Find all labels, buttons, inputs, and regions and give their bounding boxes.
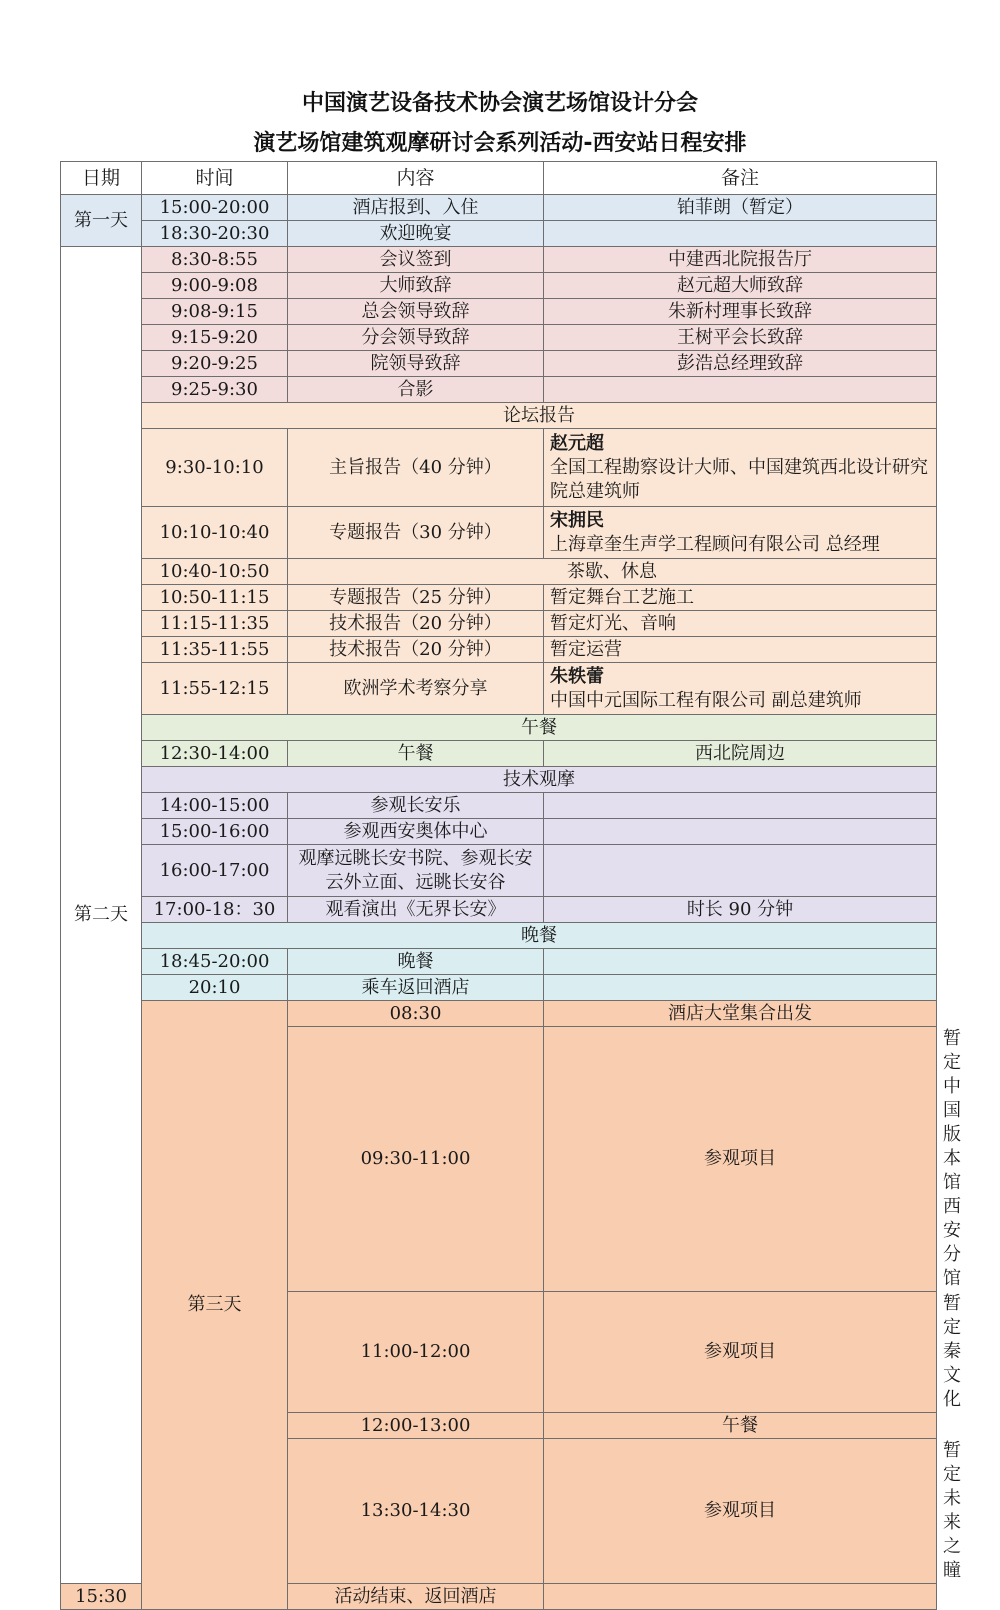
content-cell: 晚餐 [288,949,544,975]
note-cell: 铂菲朗（暂定） [544,195,937,221]
section-heading: 技术观摩 [142,767,937,793]
table-row [61,663,937,715]
time-cell: 18:30-20:30 [142,221,288,247]
time-cell: 9:15-9:20 [142,325,288,351]
page-subtitle: 演艺场馆建筑观摩研讨会系列活动-西安站日程安排 [253,131,747,156]
time-cell: 11:00-12:00 [288,1292,544,1413]
section-row [61,923,937,949]
content-cell: 午餐 [544,1413,937,1439]
note-cell: 中建西北院报告厅 [544,247,937,273]
time-cell: 9:30-10:10 [142,429,288,507]
section-heading: 论坛报告 [142,403,937,429]
table-row [61,949,937,975]
time-cell: 16:00-17:00 [142,845,288,897]
table-row: 09:30-11:00 参观项目 暂定中国版本馆西安分馆 [61,1027,937,1292]
note-cell: 暂定运营 [544,637,937,663]
content-cell: 观摩远眺长安书院、参观长安云外立面、远眺长安谷 [288,845,544,897]
section-row [61,403,937,429]
content-cell: 合影 [288,377,544,403]
note-cell: 暂定舞台工艺施工 [544,585,937,611]
time-cell: 15:00-20:00 [142,195,288,221]
note-cell: 时长 90 分钟 [544,897,937,923]
note-cell [544,429,937,507]
table-row [61,195,937,221]
content-cell: 会议签到 [288,247,544,273]
content-cell: 参观项目 [544,1027,937,1292]
time-cell: 11:15-11:35 [142,611,288,637]
note-cell: 王树平会长致辞 [544,325,937,351]
section-row [61,767,937,793]
note-cell [544,507,937,559]
table-row [61,637,937,663]
note-cell: 暂定灯光、音响 [544,611,937,637]
note-cell [544,819,937,845]
table-row [61,247,937,273]
time-cell: 20:10 [142,975,288,1001]
table-row [61,611,937,637]
schedule-table [60,161,961,1610]
time-cell: 8:30-8:55 [142,247,288,273]
table-row [61,429,937,507]
table-row [61,351,937,377]
time-cell: 10:50-11:15 [142,585,288,611]
table-row: 13:30-14:30 参观项目 暂定未来之瞳 [61,1439,937,1584]
time-cell: 17:00-18：30 [142,897,288,923]
table-row [61,793,937,819]
note-cell [544,663,937,715]
table-row [61,1001,937,1027]
speaker-name: 赵元超 [550,432,604,454]
header-date: 日期 [61,162,142,195]
note-cell [544,949,937,975]
content-cell: 活动结束、返回酒店 [288,1584,544,1610]
note-cell [544,221,937,247]
time-cell: 14:00-15:00 [142,793,288,819]
time-cell: 09:30-11:00 [288,1027,544,1292]
speaker-desc: 上海章奎生声学工程顾问有限公司 总经理 [550,533,880,555]
day-label: 第二天 [61,247,142,1584]
note-cell [544,793,937,819]
time-cell: 9:00-9:08 [142,273,288,299]
speaker-name: 宋拥民 [550,509,604,531]
speaker-name: 朱轶蕾 [550,665,604,687]
time-cell: 10:10-10:40 [142,507,288,559]
time-cell: 9:25-9:30 [142,377,288,403]
table-row [61,741,937,767]
content-cell: 乘车返回酒店 [288,975,544,1001]
note-cell [544,975,937,1001]
note-cell [544,845,937,897]
time-cell: 08:30 [288,1001,544,1027]
table-row [61,273,937,299]
table-row [61,975,937,1001]
content-cell: 专题报告（25 分钟） [288,585,544,611]
content-cell: 分会领导致辞 [288,325,544,351]
table-row [61,819,937,845]
section-heading: 午餐 [142,715,937,741]
table-row [61,325,937,351]
day-label: 第三天 [142,1001,288,1610]
note-cell: 赵元超大师致辞 [544,273,937,299]
content-cell: 茶歇、休息 [288,559,937,585]
header-content: 内容 [288,162,544,195]
day-label: 第一天 [61,195,142,247]
note-cell: 朱新村理事长致辞 [544,299,937,325]
content-cell: 参观西安奥体中心 [288,819,544,845]
time-cell: 11:55-12:15 [142,663,288,715]
table-header-row [61,162,937,195]
content-cell: 欧洲学术考察分享 [288,663,544,715]
content-cell: 院领导致辞 [288,351,544,377]
time-cell: 10:40-10:50 [142,559,288,585]
table-row [61,507,937,559]
section-row [61,715,937,741]
content-cell: 总会领导致辞 [288,299,544,325]
content-cell: 酒店大堂集合出发 [544,1001,937,1027]
note-cell: 西北院周边 [544,741,937,767]
table-row [61,845,937,897]
table-row [61,221,937,247]
content-cell: 午餐 [288,741,544,767]
page-title: 中国演艺设备技术协会演艺场馆设计分会 [301,91,698,116]
section-heading: 晚餐 [142,923,937,949]
content-cell: 参观项目 [544,1292,937,1413]
time-cell: 9:08-9:15 [142,299,288,325]
note-cell [544,377,937,403]
table-row [61,559,937,585]
table-row [61,377,937,403]
content-cell: 大师致辞 [288,273,544,299]
time-cell: 15:00-16:00 [142,819,288,845]
table-row: 11:00-12:00 参观项目 暂定秦文化 [61,1292,937,1413]
content-cell: 主旨报告（40 分钟） [288,429,544,507]
time-cell: 12:00-13:00 [288,1413,544,1439]
content-cell: 参观长安乐 [288,793,544,819]
content-cell: 观看演出《无界长安》 [288,897,544,923]
table-row [61,299,937,325]
content-cell: 参观项目 [544,1439,937,1584]
content-cell: 技术报告（20 分钟） [288,611,544,637]
content-cell: 酒店报到、入住 [288,195,544,221]
content-cell: 欢迎晚宴 [288,221,544,247]
speaker-desc: 全国工程勘察设计大师、中国建筑西北设计研究院总建筑师 [550,456,928,502]
time-cell: 9:20-9:25 [142,351,288,377]
header-note: 备注 [544,162,937,195]
content-cell: 技术报告（20 分钟） [288,637,544,663]
note-cell [544,1584,937,1610]
time-cell: 12:30-14:00 [142,741,288,767]
time-cell: 15:30 [61,1584,142,1610]
time-cell: 13:30-14:30 [288,1439,544,1584]
time-cell: 18:45-20:00 [142,949,288,975]
content-cell: 专题报告（30 分钟） [288,507,544,559]
table-row [61,897,937,923]
header-time: 时间 [142,162,288,195]
time-cell: 11:35-11:55 [142,637,288,663]
speaker-desc: 中国中元国际工程有限公司 副总建筑师 [550,689,862,711]
table-row [61,585,937,611]
note-cell: 彭浩总经理致辞 [544,351,937,377]
